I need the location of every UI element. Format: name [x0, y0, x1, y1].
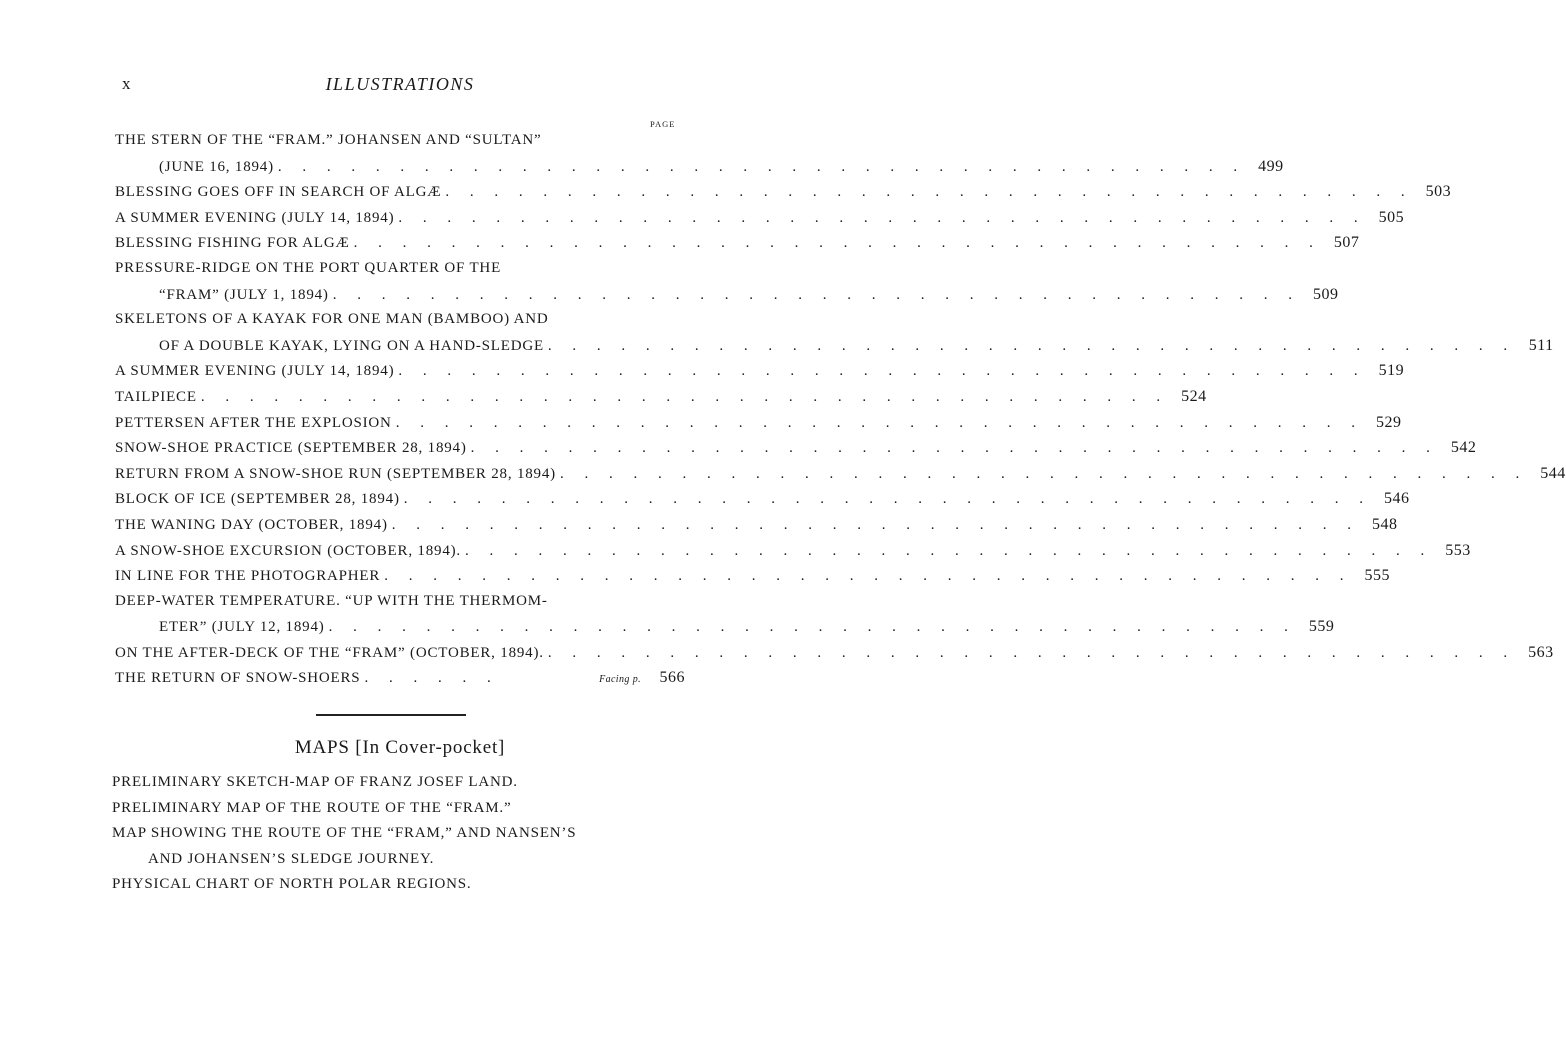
entry-line — [115, 665, 685, 691]
entry-title-text: OF A DOUBLE KAYAK, LYING ON A HAND-SLEDGE — [159, 337, 544, 354]
entry-line — [115, 563, 1390, 589]
entry-page-number: 529 — [1375, 413, 1402, 431]
facing-page-note: Facing p. — [599, 674, 641, 686]
entry-line — [115, 538, 1471, 564]
map-entry-continuation: AND JOHANSEN’S SLEDGE JOURNEY. — [148, 850, 435, 867]
dot-leader: . . . . . . . . . . . . . . . . . . . . . . . . . . . . . . . . . . . . . . . . — [277, 158, 1246, 175]
entry-line — [115, 589, 685, 615]
entry-page-number: 546 — [1384, 490, 1410, 508]
entry-line — [115, 435, 1477, 461]
entry-title-text: PRESSURE-RIDGE ON THE PORT QUARTER OF THE — [115, 259, 502, 276]
entry-page-number: 542 — [1450, 439, 1477, 457]
entry-line — [115, 307, 685, 333]
entry-page-number: 524 — [1181, 387, 1207, 405]
entry-title-text: A SUMMER EVENING (JULY 14, 1894) — [115, 363, 395, 380]
illustration-entry — [115, 384, 1207, 410]
entry-line — [115, 358, 1405, 384]
entry-line — [115, 486, 1410, 512]
entry-page-number: 505 — [1378, 208, 1405, 226]
entry-line — [115, 410, 1402, 436]
page-column-label: PAGE — [650, 119, 676, 129]
entry-line — [115, 179, 1452, 205]
entry-line — [115, 384, 1207, 410]
entry-page-number: 548 — [1372, 515, 1398, 533]
map-entry: PHYSICAL CHART OF NORTH POLAR REGIONS. — [112, 876, 472, 893]
illustration-entry — [115, 358, 1405, 384]
entry-title-text: (JUNE 16, 1894) — [159, 158, 274, 175]
entry-line-continuation — [115, 282, 1339, 308]
map-entry: PRELIMINARY MAP OF THE ROUTE OF THE “FRAM.” — [112, 799, 512, 816]
entry-page-number: 553 — [1445, 541, 1471, 559]
entry-line — [115, 461, 1566, 487]
page-number: x — [122, 74, 132, 93]
entry-title-text: SKELETONS OF A KAYAK FOR ONE MAN (BAMBOO) AND — [115, 311, 549, 328]
entry-title-text: A SUMMER EVENING (JULY 14, 1894) — [115, 209, 395, 226]
running-head: ILLUSTRATIONS — [325, 74, 475, 94]
entry-title-text: “FRAM” (JULY 1, 1894) — [159, 286, 329, 303]
dot-leader: . . . . . . . . . . . . . . . . . . . . . . . . . . . . . . . . . . . . . . . . — [547, 337, 1516, 354]
illustration-entry — [115, 128, 1284, 179]
entry-title-text: BLOCK OF ICE (SEPTEMBER 28, 1894) — [115, 491, 400, 508]
dot-leader: . . . . . . . . . . . . . . . . . . . . . . . . . . . . . . . . . . . . . . . . — [328, 619, 1297, 636]
entry-page-number: 507 — [1333, 234, 1360, 252]
entry-title-text: BLESSING FISHING FOR ALGÆ — [115, 235, 350, 252]
entry-line — [115, 230, 1360, 256]
illustration-entry — [115, 179, 1452, 205]
entry-page-number: 563 — [1528, 643, 1554, 661]
dot-leader: . . . . . . . . . . . . . . . . . . . . . . . . . . . . . . . . . . . . . . . . — [547, 644, 1516, 661]
section-divider — [316, 714, 466, 716]
dot-leader: . . . . . . . . . . . . . . . . . . . . . . . . . . . . . . . . . . . . . . . . — [384, 568, 1352, 585]
illustration-entry — [115, 205, 1405, 231]
entry-line — [115, 512, 1398, 538]
entry-title-text: BLESSING GOES OFF IN SEARCH OF ALGÆ — [115, 184, 442, 201]
dot-leader: . . . . . . . . . . . . . . . . . . . . . . . . . . . . . . . . . . . . . . . . — [403, 491, 1372, 508]
entry-title-text: THE WANING DAY (OCTOBER, 1894) — [115, 516, 388, 533]
illustration-entry — [115, 665, 685, 691]
entry-page-number: 566 — [659, 669, 685, 687]
maps-section-title: MAPS [In Cover-pocket] — [294, 737, 506, 758]
dot-leader: . . . . . . . . . . . . . . . . . . . . . . . . . . . . . . . . . . . . . . . . — [200, 388, 1169, 405]
entry-title-text: THE RETURN OF SNOW-SHOERS — [115, 670, 361, 687]
illustrations-list — [115, 128, 1566, 691]
entry-title-text: RETURN FROM A SNOW-SHOE RUN (SEPTEMBER 28, 1894) — [115, 465, 556, 482]
dot-leader: . . . . . . . . . . . . . . . . . . . . . . . . . . . . . . . . . . . . . . . . — [470, 440, 1439, 457]
entry-line — [115, 256, 685, 282]
entry-title-text: THE STERN OF THE “FRAM.” JOHANSEN AND “SULTAN” — [115, 132, 542, 148]
illustration-entry — [115, 307, 1554, 358]
entry-page-number: 519 — [1378, 362, 1405, 380]
illustration-entry — [115, 256, 1339, 307]
illustration-entry — [115, 589, 1335, 640]
entry-title-text: IN LINE FOR THE PHOTOGRAPHER — [115, 568, 381, 585]
dot-leader: . . . . . . . . . . . . . . . . . . . . . . . . . . . . . . . . . . . . . . . . — [398, 209, 1367, 226]
entry-title-text: PETTERSEN AFTER THE EXPLOSION — [115, 414, 392, 431]
illustration-entry — [115, 486, 1410, 512]
entry-page-number: 499 — [1258, 157, 1284, 175]
entry-page-number: 544 — [1540, 464, 1566, 482]
dot-leader: . . . . . . . . . . . . . . . . . . . . . . . . . . . . . . . . . . . . . . . . — [353, 235, 1322, 252]
entry-page-number: 555 — [1364, 567, 1390, 585]
entry-line-continuation — [115, 614, 1335, 640]
entry-title-text: ON THE AFTER-DECK OF THE “FRAM” (OCTOBER, 1894). — [115, 644, 544, 661]
dot-leader: . . . . . . . . . . . . . . . . . . . . . . . . . . . . . . . . . . . . . . . . — [395, 414, 1364, 431]
entry-page-number: 509 — [1312, 285, 1339, 303]
dot-leader: . . . . . . . . . . . . . . . . . . . . . . . . . . . . . . . . . . . . . . . . — [445, 184, 1414, 201]
illustration-entry — [115, 461, 1566, 487]
illustration-entry — [115, 410, 1402, 436]
entry-title-text: SNOW-SHOE PRACTICE (SEPTEMBER 28, 1894) — [115, 440, 467, 457]
dot-leader: . . . . . . . . . . . . . . . . . . . . . . . . . . . . . . . . . . . . . . . . — [391, 516, 1360, 533]
map-entry: MAP SHOWING THE ROUTE OF THE “FRAM,” AND NANSEN’S — [112, 825, 577, 842]
entry-page-number: 511 — [1528, 336, 1554, 354]
illustration-entry — [115, 230, 1360, 256]
entry-line-continuation — [115, 333, 1554, 359]
entry-line — [115, 205, 1405, 231]
entry-title-text: A SNOW-SHOE EXCURSION (OCTOBER, 1894). — [115, 542, 461, 559]
illustration-entry — [115, 563, 1390, 589]
map-entry: PRELIMINARY SKETCH-MAP OF FRANZ JOSEF LAND. — [112, 774, 518, 790]
dot-leader: . . . . . . — [364, 670, 500, 687]
entry-page-number: 559 — [1308, 618, 1335, 636]
entry-line-continuation — [115, 154, 1284, 180]
illustration-entry — [115, 538, 1471, 564]
dot-leader: . . . . . . . . . . . . . . . . . . . . . . . . . . . . . . . . . . . . . . . . — [559, 465, 1528, 482]
entry-line — [115, 128, 685, 154]
entry-line — [115, 640, 1554, 666]
maps-list — [112, 770, 692, 898]
entry-title-text: TAILPIECE — [115, 388, 197, 405]
entry-title-text: DEEP-WATER TEMPERATURE. “UP WITH THE THERMOM- — [115, 592, 548, 609]
dot-leader: . . . . . . . . . . . . . . . . . . . . . . . . . . . . . . . . . . . . . . . . — [464, 542, 1433, 559]
illustration-entry — [115, 640, 1554, 666]
illustration-entry — [115, 512, 1398, 538]
entry-title-text: ETER” (JULY 12, 1894) — [159, 619, 325, 636]
entry-page-number: 503 — [1425, 183, 1452, 201]
dot-leader: . . . . . . . . . . . . . . . . . . . . . . . . . . . . . . . . . . . . . . . . — [398, 363, 1367, 380]
illustration-entry — [115, 435, 1477, 461]
dot-leader: . . . . . . . . . . . . . . . . . . . . . . . . . . . . . . . . . . . . . . . . — [332, 286, 1301, 303]
